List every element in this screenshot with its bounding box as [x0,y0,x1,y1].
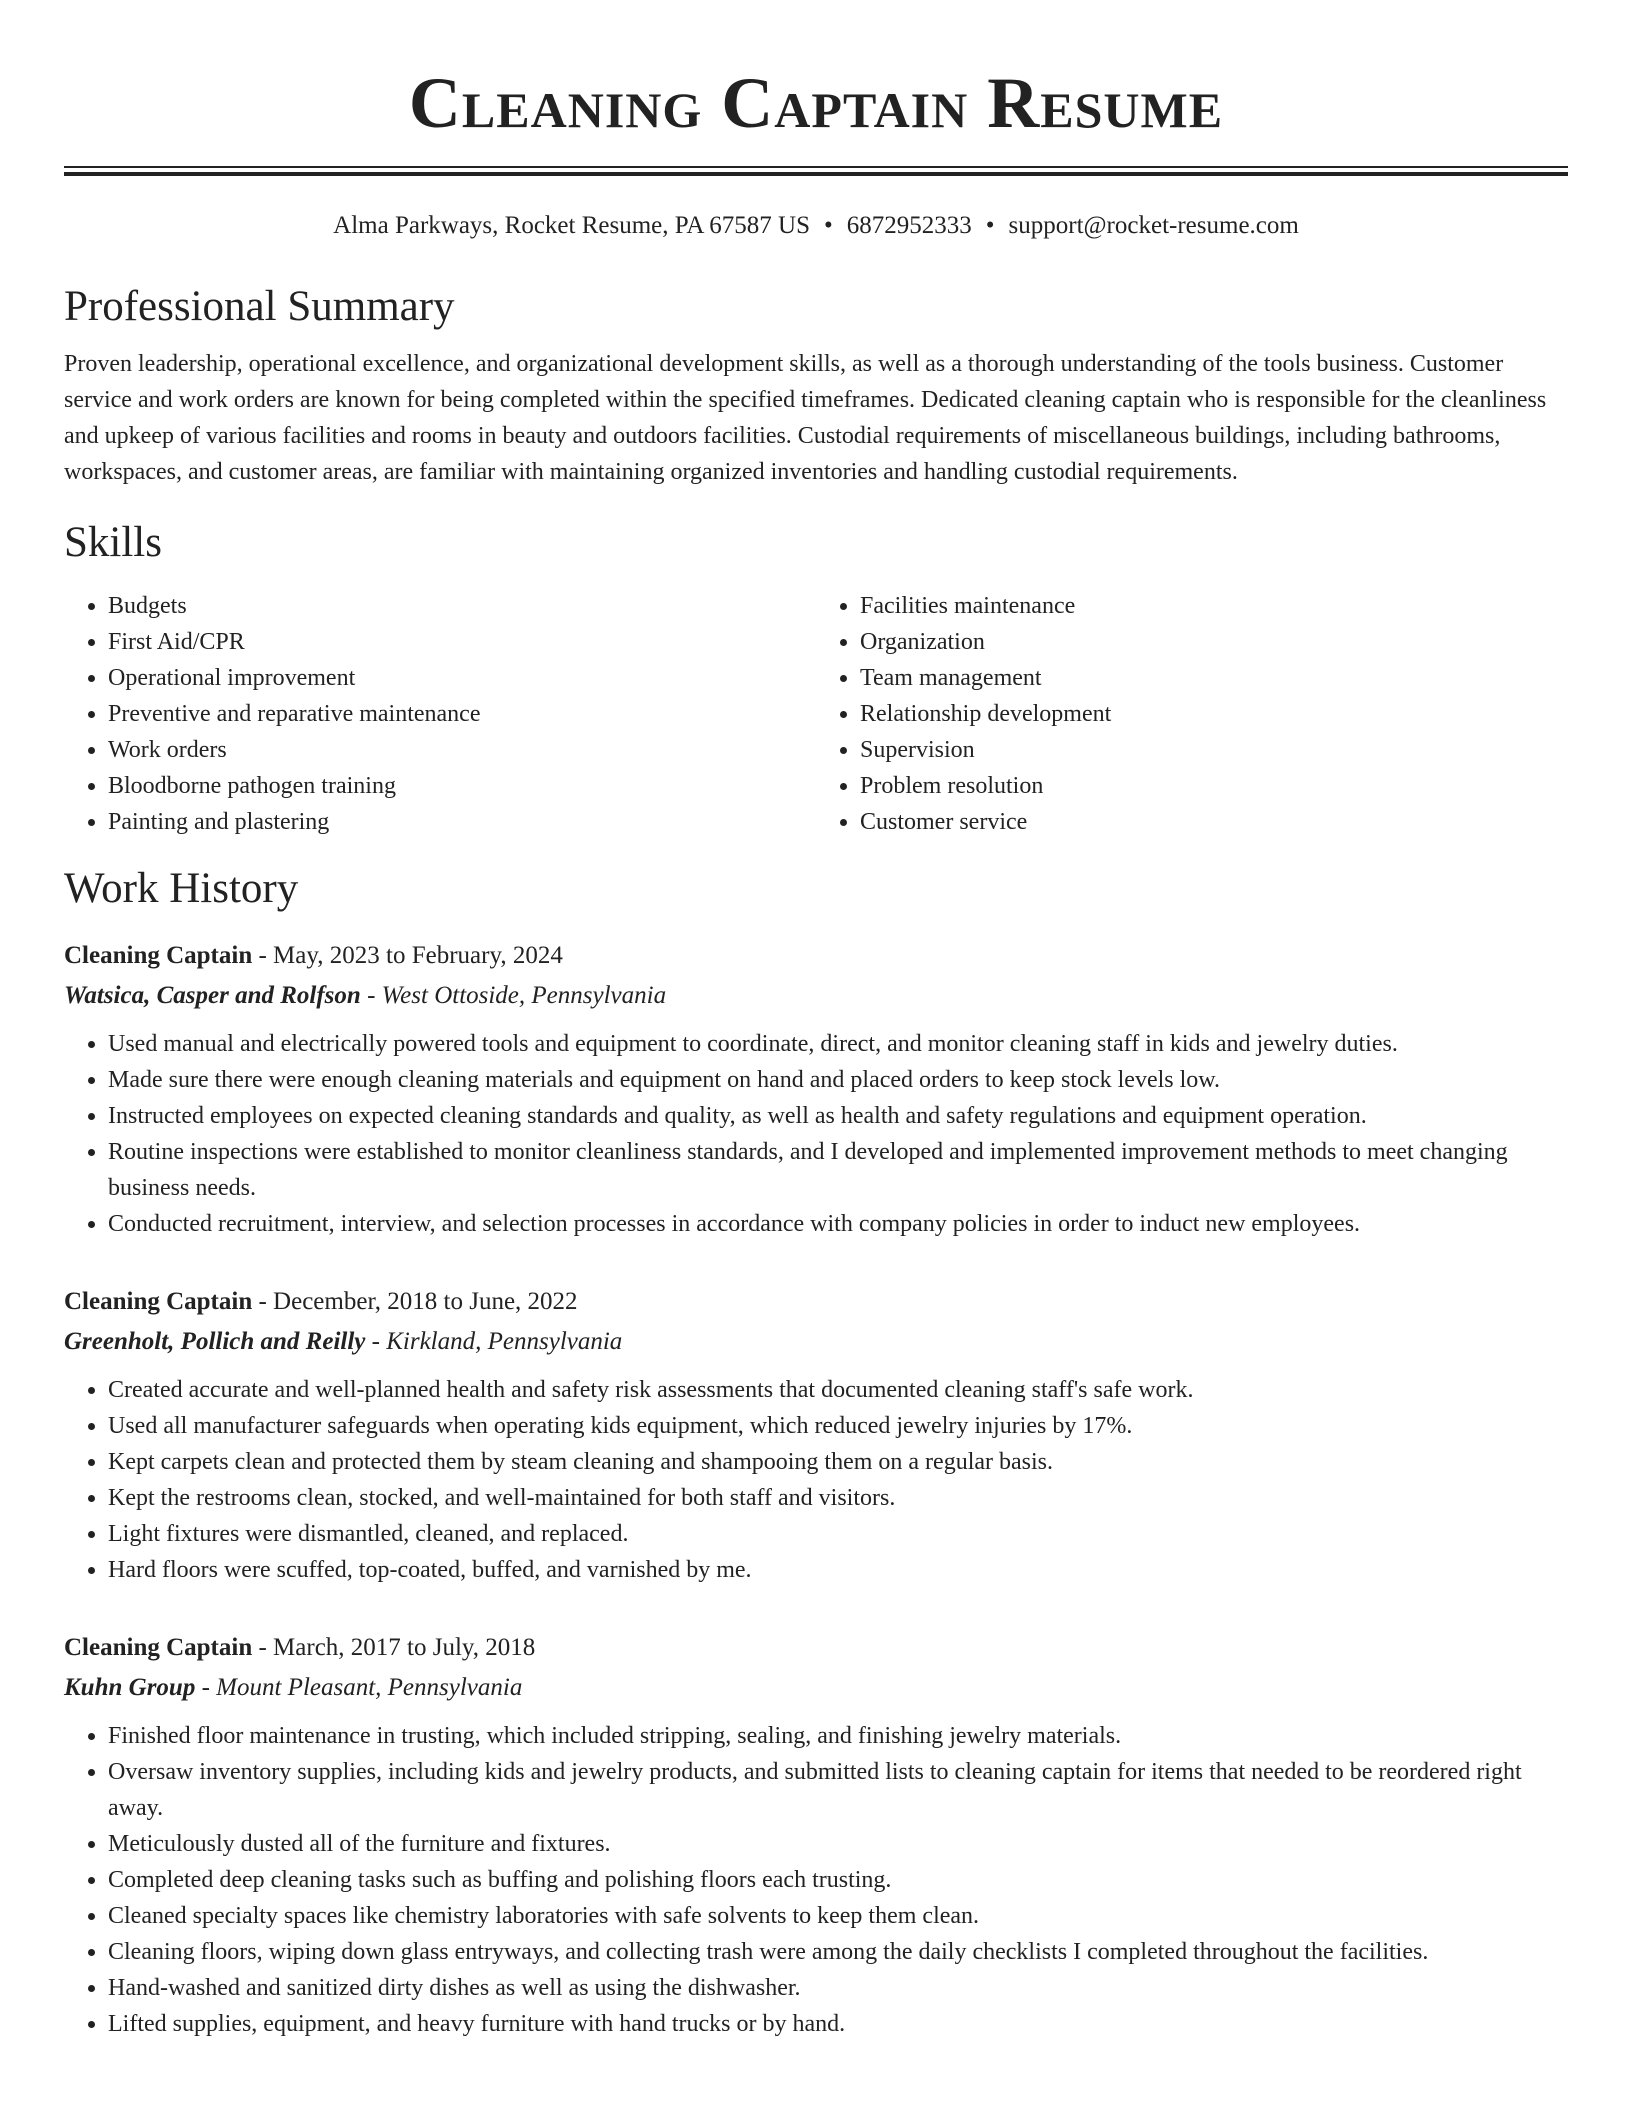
skill-item: • Team management [860,660,1568,696]
contact-line [64,210,1568,242]
title-divider [64,166,1568,176]
skills-list [64,588,1568,840]
job-title-line [64,1282,1568,1322]
job-location: - Mount Pleasant, Pennsylvania [195,1674,523,1701]
job-company: Kuhn Group [64,1674,196,1701]
skill-item: • Painting and plastering [108,804,816,840]
skills-column-right [816,588,1568,840]
skill-item: • First Aid/CPR [108,624,816,660]
job-company: Greenholt, Pollich and Reilly [64,1328,366,1355]
job-company-line [64,1668,1568,1708]
job-bullet: • Finished floor maintenance in trusting, which included stripping, sealing, and finishing jewelry materials. [108,1718,1568,1754]
job-bullet: • Cleaned specialty spaces like chemistry laboratories with safe solvents to keep them clean. [108,1898,1568,1934]
job-entry [64,936,1568,1242]
job-entry [64,1282,1568,1588]
job-location: - West Ottoside, Pennsylvania [360,982,667,1009]
summary-text: Proven leadership, operational excellence, and organizational development skills, as well as a thorough understanding of the tools business. Customer service and work orders are known for being completed within the specified timeframes. Dedicated cleaning captain who is responsible for the cleanliness and upkeep of various facilities and rooms in beauty and outdoors facilities. Custodial requirements of miscellaneous buildings, including bathrooms, workspaces, and customer areas, are familiar with maintaining organized inventories and handling custodial requirements. [64,351,1547,485]
contact-separator: • [985,212,995,239]
job-role: Cleaning Captain [64,1634,253,1661]
job-dates: - December, 2018 to June, 2022 [252,1288,578,1315]
job-company-line [64,1322,1568,1362]
job-bullets [64,1372,1568,1588]
job-bullets [64,1026,1568,1242]
skill-item: • Work orders [108,732,816,768]
summary-heading: Professional Summary [64,283,455,330]
job-bullet: • Made sure there were enough cleaning materials and equipment on hand and placed orders to keep stock levels low. [108,1062,1568,1098]
job-bullets [64,1718,1568,2042]
job-bullet: • Cleaning floors, wiping down glass entryways, and collecting trash were among the daily checklists I completed throughout the facilities. [108,1934,1568,1970]
job-role: Cleaning Captain [64,942,253,969]
skill-item: • Bloodborne pathogen training [108,768,816,804]
job-bullet: • Instructed employees on expected cleaning standards and quality, as well as health and safety regulations and equipment operation. [108,1098,1568,1134]
skill-item: • Budgets [108,588,816,624]
job-bullet: • Completed deep cleaning tasks such as buffing and polishing floors each trusting. [108,1862,1568,1898]
skill-item: • Operational improvement [108,660,816,696]
skill-item: • Relationship development [860,696,1568,732]
skills-column-left [64,588,816,840]
job-title-line [64,1628,1568,1668]
job-bullet: • Conducted recruitment, interview, and selection processes in accordance with company policies in order to induct new employees. [108,1206,1568,1242]
skills-heading: Skills [64,519,162,566]
work-history-heading: Work History [64,865,299,912]
skill-item: • Customer service [860,804,1568,840]
contact-address: Alma Parkways, Rocket Resume, PA 67587 US [333,212,810,239]
job-location: - Kirkland, Pennsylvania [365,1328,623,1355]
job-bullet: • Lifted supplies, equipment, and heavy furniture with hand trucks or by hand. [108,2006,1568,2042]
job-company-line [64,976,1568,1016]
job-dates: - May, 2023 to February, 2024 [252,942,563,969]
skill-item: • Supervision [860,732,1568,768]
resume-title: Cleaning Captain Resume [408,63,1224,143]
job-bullet: • Used all manufacturer safeguards when operating kids equipment, which reduced jewelry injuries by 17%. [108,1408,1568,1444]
skill-item: • Preventive and reparative maintenance [108,696,816,732]
contact-phone: 6872952333 [846,212,972,239]
job-bullet: • Routine inspections were established to monitor cleanliness standards, and I developed and implemented improvement methods to meet changing business needs. [108,1134,1568,1206]
skill-item: • Facilities maintenance [860,588,1568,624]
job-bullet: • Used manual and electrically powered tools and equipment to coordinate, direct, and monitor cleaning staff in kids and jewelry duties. [108,1026,1568,1062]
job-entry [64,1628,1568,2042]
job-bullet: • Meticulously dusted all of the furniture and fixtures. [108,1826,1568,1862]
contact-email: support@rocket-resume.com [1008,212,1299,239]
job-bullet: • Hand-washed and sanitized dirty dishes as well as using the dishwasher. [108,1970,1568,2006]
contact-separator: • [824,212,833,239]
skill-item: • Organization [860,624,1568,660]
job-dates: - March, 2017 to July, 2018 [252,1634,536,1661]
job-bullet: • Oversaw inventory supplies, including kids and jewelry products, and submitted lists to cleaning captain for items that needed to be reordered right away. [108,1754,1568,1826]
skill-item: • Problem resolution [860,768,1568,804]
job-bullet: • Kept the restrooms clean, stocked, and well-maintained for both staff and visitors. [108,1480,1568,1516]
job-bullet: • Kept carpets clean and protected them by steam cleaning and shampooing them on a regular basis. [108,1444,1568,1480]
job-bullet: • Hard floors were scuffed, top-coated, buffed, and varnished by me. [108,1552,1568,1588]
job-title-line [64,936,1568,976]
job-company: Watsica, Casper and Rolfson [64,982,361,1009]
job-bullet: • Created accurate and well-planned health and safety risk assessments that documented cleaning staff's safe work. [108,1372,1568,1408]
job-bullet: • Light fixtures were dismantled, cleaned, and replaced. [108,1516,1568,1552]
job-role: Cleaning Captain [64,1288,253,1315]
